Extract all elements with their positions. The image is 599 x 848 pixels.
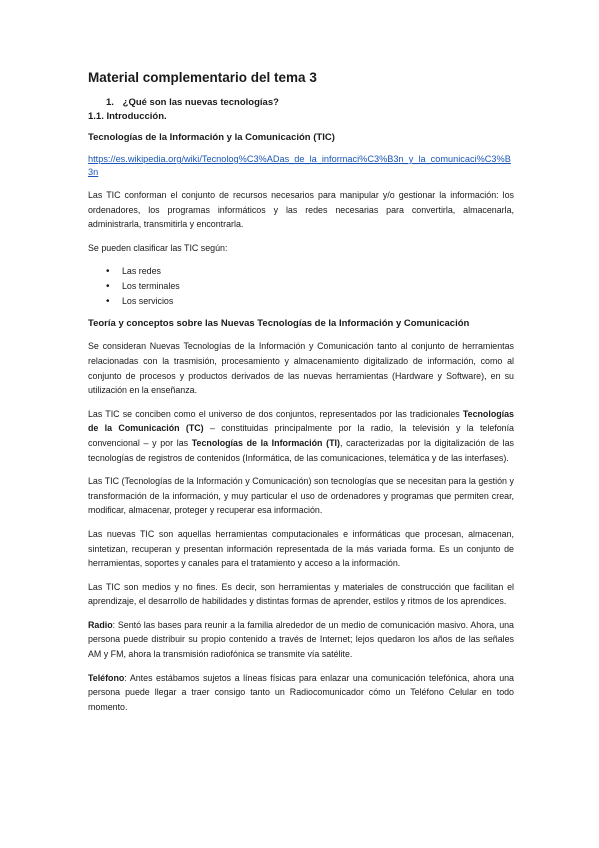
paragraph-new-tic-tools: Las nuevas TIC son aquellas herramientas computacionales e informáticas que procesan, almacenan, sintetizan, recuperan y presentan información representada de la más variada forma. Es un conjunto de herramientas, soportes y canales para el tratamiento y acceso a la información. — [88, 528, 514, 569]
wikipedia-link[interactable]: https://es.wikipedia.org/wiki/Tecnolog%C3%ADas_de_la_informaci%C3%B3n_y_la_comunicaci%C3%B3n — [88, 154, 511, 177]
list-item: • Los terminales — [106, 279, 514, 294]
paragraph-new-technologies: Se consideran Nuevas Tecnologías de la Información y Comunicación tanto al conjunto de herramientas relacionadas con la trasmisión, procesamiento y almacenamiento digitalizado de información, como al conjunto de procesos y productos derivados de las nuevas herramientas (Hardware y Software), en su utilización en la enseñanza. — [88, 341, 514, 396]
paragraph-radio — [88, 618, 514, 662]
theory-heading: Teoría y conceptos sobre las Nuevas Tecnologías de la Información y Comunicación — [88, 318, 470, 330]
bold-term-ti: Tecnologías de la Información (TI) — [191, 437, 340, 448]
bold-label-radio: Radio — [88, 619, 113, 630]
subsection-heading: 1.1. Introducción. — [88, 111, 167, 122]
section-heading-1 — [88, 97, 514, 108]
tic-heading: Tecnologías de la Información y la Comunicación (TIC) — [88, 132, 335, 143]
paragraph-tic-universe — [88, 407, 514, 465]
paragraph-tic-definition: Las TIC conforman el conjunto de recursos necesarios para manipular y/o gestionar la información: los ordenadores, los programas informáticos y las redes necesarias para convertirla, almacenarla, administrarla, transmitirla y encontrarla. — [88, 190, 514, 230]
section-heading-text: ¿Qué son las nuevas tecnologías? — [122, 97, 279, 108]
bold-label-telephone: Teléfono — [88, 672, 125, 683]
section-number: 1. — [106, 97, 114, 108]
text-run: – constituidas principalmente por la radio, la televisión y la telefonía convencional – y por las — [88, 423, 514, 448]
list-item: • Los servicios — [106, 294, 514, 309]
text-run: : Antes estábamos sujetos a líneas físicas para enlazar una comunicación telefónica, ahora una persona puede llegar a traer consigo tanto un Radiocomunicador cómo un Teléfono Celular en todo momento. — [88, 672, 514, 712]
document-page — [88, 70, 514, 723]
text-run: , caracterizadas por la digitalización de las tecnologías de registros de contenidos (Informática, de las comunicaciones, telemática y de las interfases). — [88, 437, 514, 463]
list-item: • Las redes — [106, 264, 514, 279]
text-run: Las TIC se conciben como el universo de dos conjuntos, representados por las tradicionales — [88, 408, 463, 419]
paragraph-tic-management: Las TIC (Tecnologías de la Información y Comunicación) son tecnologías que se necesitan para la gestión y transformación de la información, y muy particular el uso de ordenadores y programas que permiten crear, modificar, almacenar, proteger y recuperar esa información. — [88, 476, 514, 516]
document-title: Material complementario del tema 3 — [88, 70, 317, 85]
bold-term-tc: Tecnologías de la Comunicación (TC) — [88, 408, 514, 434]
paragraph-classification: Se pueden clasificar las TIC según: — [88, 242, 228, 253]
text-run: : Sentó las bases para reunir a la familia alrededor de un medio de comunicación masivo. Ahora, una persona puede distribuir su propio contenido a través de Internet; lejos quedaron los años de las señales AM y FM, ahora la transmisión radiofónica se transmite vía satélite. — [88, 619, 514, 660]
paragraph-means-not-ends: Las TIC son medios y no fines. Es decir, son herramientas y materiales de construcción que facilitan el aprendizaje, el desarrollo de habilidades y distintas formas de aprender, estilos y ritmos de los aprendices. — [88, 581, 514, 607]
bullet-list — [88, 264, 514, 309]
paragraph-telephone — [88, 671, 514, 715]
